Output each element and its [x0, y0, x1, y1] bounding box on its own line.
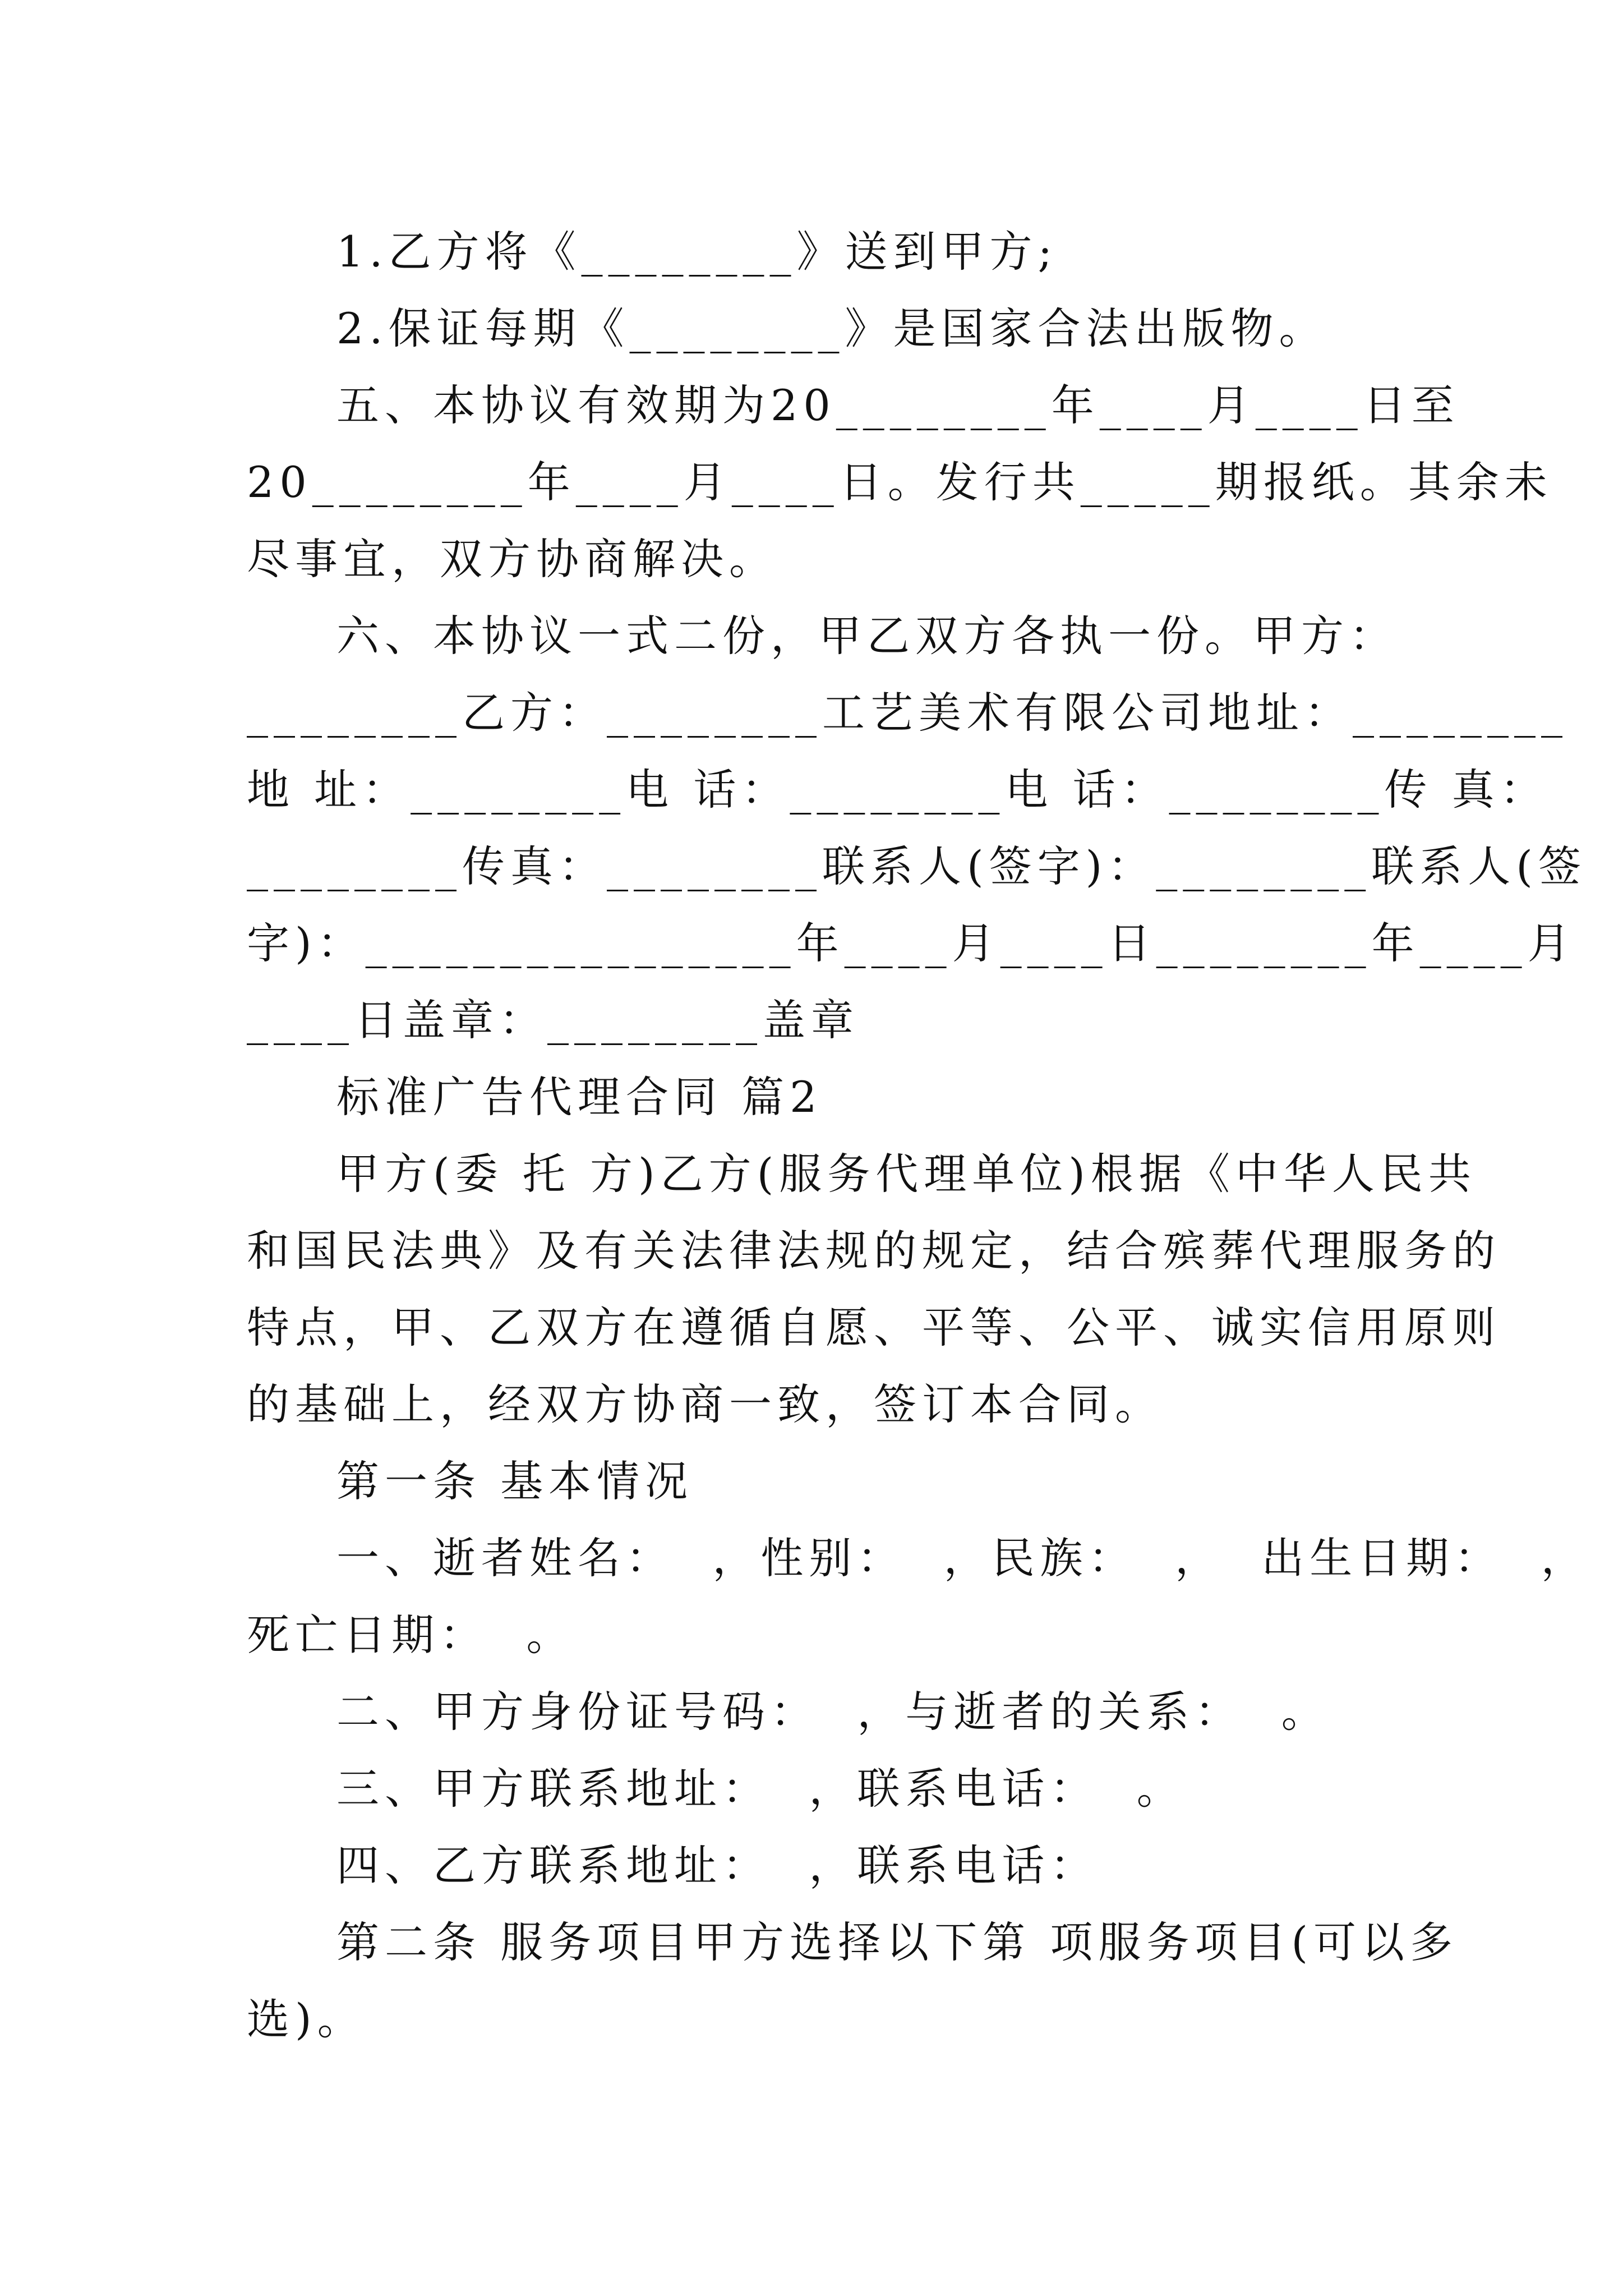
- section-heading: 标准广告代理合同 篇2: [336, 1072, 823, 1122]
- text-line: 死亡日期： 。: [247, 1610, 575, 1660]
- text-line: 四、乙方联系地址： ，联系电话：: [336, 1841, 1099, 1890]
- text-line: 二、甲方身份证号码： ，与逝者的关系： 。: [336, 1687, 1330, 1737]
- text-line: 20________年____月____日。发行共_____期报纸。其余未: [247, 457, 1553, 507]
- text-line: 特点，甲、乙双方在遵循自愿、平等、公平、诚实信用原则: [247, 1303, 1501, 1352]
- text-line: 地 址：________电 话：________电 话：________传 真：: [247, 765, 1548, 815]
- article-heading: 第一条 基本情况: [336, 1456, 694, 1506]
- text-line: 尽事宜，双方协商解决。: [247, 534, 777, 584]
- text-line: 2.保证每期《________》是国家合法出版物。: [336, 303, 1327, 353]
- text-line: 1.乙方将《________》送到甲方;: [336, 227, 1058, 277]
- text-line: 和国民法典》及有关法律法规的规定，结合殡葬代理服务的: [247, 1226, 1501, 1276]
- text-line: 一、逝者姓名： ，性别： ，民族： ， 出生日期： ，: [336, 1533, 1589, 1583]
- text-line: 甲方(委 托 方)乙方(服务代理单位)根据《中华人民共: [336, 1149, 1477, 1199]
- article-heading: 第二条 服务项目甲方选择以下第 项服务项目(可以多: [336, 1917, 1458, 1967]
- text-line: 选)。: [247, 1994, 366, 2044]
- text-line: 三、甲方联系地址： ，联系电话： 。: [336, 1764, 1185, 1814]
- text-line: ________传真：________联系人(签字)：________联系人(签: [247, 841, 1587, 891]
- text-line: ________乙方：________工艺美术有限公司地址：________: [247, 688, 1568, 738]
- text-line: 字)：________________年____月____日________年____月: [247, 918, 1576, 968]
- text-line: 五、本协议有效期为20________年____月____日至: [336, 380, 1460, 430]
- text-line: ____日盖章：________盖章: [247, 995, 859, 1045]
- text-line: 六、本协议一式二份，甲乙双方各执一份。甲方：: [336, 611, 1398, 661]
- document-body: [247, 213, 1589, 2058]
- text-line: 的基础上，经双方协商一致，签订本合同。: [247, 1379, 1163, 1429]
